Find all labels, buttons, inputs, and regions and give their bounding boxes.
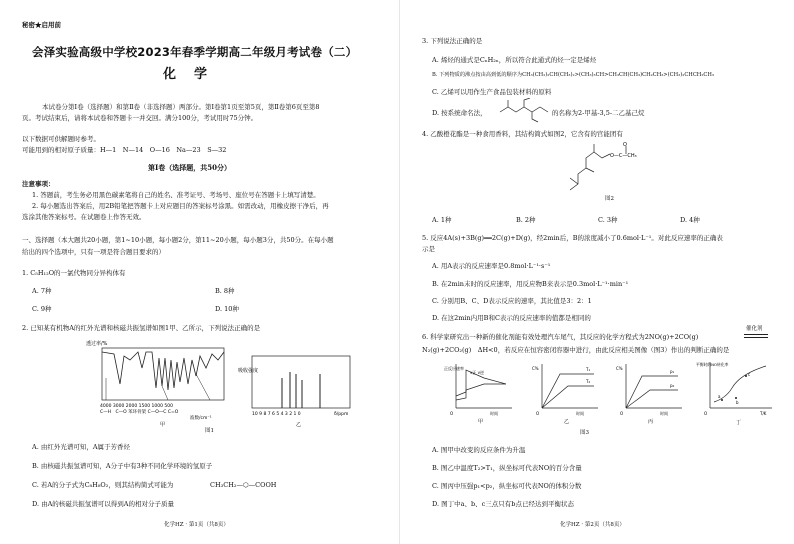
- mc-heading-1: 一、选择题（本大题共20小题，第1~10小题，每小题2分，第11~20小题，每小题3分，共50分。在每小题: [22, 236, 334, 244]
- graph-yi-t1: T₁: [586, 367, 591, 372]
- question-1: 1. C₅H₁₂O的一氯代物同分异构体有: [22, 269, 126, 277]
- page-2-footer: 化学HZ · 第2页（共8页）: [560, 522, 625, 528]
- graph-bing-p1: p₁: [670, 369, 675, 374]
- q3-option-d-tail: 的名称为2-甲基-3,5-二乙基己烷: [552, 109, 645, 117]
- q1-option-c: C. 9种: [32, 305, 52, 313]
- figure-1-caption: 图1: [205, 428, 214, 434]
- nmr-x-ticks: 10 9 8 7 6 5 4 3 2 1 0: [252, 412, 301, 417]
- nmr-spectrum-figure: [238, 352, 356, 428]
- graph-ding-caption: 丁: [736, 420, 742, 426]
- carbonyl-o-label: O: [623, 142, 627, 148]
- mc-heading-2: 给出的四个选项中，只有一项是符合题目要求的）: [22, 248, 165, 256]
- question-4: 4. 乙酸橙花酯是一种食用香料，其结构简式如图2，它含有的官能团有: [422, 130, 623, 138]
- graph-yi-x: 时间: [576, 411, 584, 416]
- q6-option-b: B. 图乙中温度T₂>T₁，纵坐标可代表NO的百分含量: [432, 464, 582, 472]
- graph-jia-caption: 甲: [478, 419, 484, 424]
- graph-ding-b: b: [736, 400, 739, 405]
- graph-bing-p2: p₂: [670, 383, 675, 388]
- graph-jia: [444, 360, 516, 424]
- q3-option-d: D. 按系统命名法，: [432, 109, 487, 117]
- q2-option-c: C. 若A的分子式为C₈H₈O₂，则其结构简式可能为: [32, 481, 174, 489]
- exam-title: 会泽实验高级中学校2023年春季学期高二年级月考试卷（二）: [32, 45, 358, 59]
- q2-option-a: A. 由红外光谱可知，A属于芳香烃: [32, 443, 131, 451]
- q1-option-a: A. 7种: [32, 287, 52, 295]
- graph-yi-y: C%: [532, 366, 539, 371]
- graph-yi-origin: O: [536, 411, 540, 416]
- graph-ding-x: T/K: [760, 411, 767, 416]
- q6-option-c: C. 图丙中压强p₁<p₂，纵坐标可代表NO的体积分数: [432, 482, 582, 490]
- q2-option-c-structure: CH₃CH₂—⬡—COOH: [210, 481, 277, 489]
- page-2: [400, 0, 794, 544]
- ir-x-ticks: 4000 3000 2000 1500 1000 500: [100, 404, 174, 409]
- graph-yi-t2: T₂: [586, 379, 591, 384]
- notice-2a: 2. 每小题选出答案后，用2B铅笔把答题卡上对应题目的答案标号涂黑。如需改动，用橡皮擦干净后，再: [32, 202, 329, 210]
- graph-ding: [696, 358, 776, 426]
- figure-2-caption: 图2: [605, 196, 614, 202]
- q4-option-c: C. 3种: [598, 216, 618, 224]
- graph-bing-caption: 丙: [648, 419, 654, 424]
- question-5: 5. 反应4A(s)+3B(g)══2C(g)+D(g)，经2min后，B的浓度减小了0.6mol·L⁻¹。对此反应速率的正确表: [422, 234, 723, 242]
- q3-option-c: C. 乙烯可以用作生产食品包装材料的原料: [432, 88, 552, 96]
- ir-spectrum-figure: [86, 338, 234, 428]
- question-6-cont: N₂(g)+2CO₂(g) ΔH<0，若反应在恒容密闭容器中进行，由此反应相关图像（图3）作出的判断正确的是: [422, 346, 730, 354]
- catalyst-label: 催化剂: [746, 326, 763, 332]
- notice-1: 1. 答题前，考生务必用黑色碳素笔将自己的姓名、准考证号、考场号、座位号在答题卡上填写清楚。: [32, 191, 320, 199]
- ir-y-title: 透过率/%: [86, 341, 108, 347]
- graph-bing-origin: O: [620, 411, 624, 416]
- graph-jia-x: 时间: [490, 411, 498, 416]
- branched-alkane-structure: [498, 98, 550, 124]
- data-note: 以下数据可供解题时参考。: [22, 135, 100, 143]
- graph-ding-c: c: [748, 372, 751, 377]
- q5-option-c: C. 分别用B、C、D表示反应的速率，其比值是3：2：1: [432, 297, 592, 305]
- section-heading: 第Ⅰ卷（选择题，共50分）: [148, 163, 232, 172]
- graph-yi: [530, 360, 602, 424]
- ir-x-unit: 波数/cm⁻¹: [190, 416, 212, 421]
- intro-line-1: 本试卷分第Ⅰ卷（选择题）和第Ⅱ卷（非选择题）两部分。第Ⅰ卷第1页至第5页，第Ⅱ卷第6页至第8: [42, 103, 320, 111]
- graph-bing: [614, 360, 686, 424]
- nmr-x-unit: δ/ppm: [334, 412, 349, 417]
- question-2: 2. 已知某有机物A的红外光谱和核磁共振氢谱如图1甲、乙所示，下列说法正确的是: [22, 324, 261, 332]
- graph-jia-y: 正反应速率: [444, 366, 464, 371]
- intro-line-2: 页。考试结束后，请将本试卷和答题卡一并交回。满分100分，考试用时75分钟。: [22, 114, 258, 122]
- graph-ding-origin: O: [704, 411, 708, 416]
- graph-yi-caption: 乙: [564, 419, 570, 424]
- graph-ding-a: a: [718, 394, 721, 399]
- q1-option-d: D. 10种: [215, 305, 239, 313]
- nmr-y-title: 吸收强度: [238, 368, 259, 374]
- equilibrium-arrow: [744, 334, 768, 338]
- ester-group-label: O—C—CH₃: [610, 153, 637, 159]
- graph-jia-labels: v正 v逆: [470, 370, 485, 375]
- q3-option-a: A. 烯烃的通式是CₙH₂ₙ，所以符合此通式的烃一定是烯烃: [432, 56, 597, 64]
- notice-2b: 选涂其他答案标号。在试题卷上作答无效。: [22, 213, 146, 221]
- atomic-mass: 可能用到的相对原子质量：H—1 N—14 O—16 Na—23 S—32: [22, 146, 227, 154]
- q1-option-b: B. 8种: [215, 287, 235, 295]
- secret-label: 秘密★启用前: [22, 21, 61, 29]
- q4-option-d: D. 4种: [680, 216, 700, 224]
- q4-option-b: B. 2种: [516, 216, 536, 224]
- figure-3-caption: 图3: [580, 430, 589, 436]
- ir-groups: C—H C—O 苯环骨架 C—O—C C=O: [100, 410, 179, 415]
- q2-option-d: D. 由A的核磁共振氢谱可以得到A的相对分子质量: [32, 500, 175, 508]
- ir-caption: 甲: [160, 422, 166, 428]
- graph-ding-y: 平衡时的NO转化率: [696, 362, 729, 367]
- geranyl-acetate-structure: [550, 142, 660, 198]
- question-6: 6. 科学家研究出一种新的催化剂能有效处理汽车尾气，其反应的化学方程式为2NO(g)+2CO(g): [422, 333, 699, 341]
- q6-option-d: D. 图丁中a、b、c三点只有b点已经达到平衡状态: [432, 500, 574, 508]
- q2-option-b: B. 由核磁共振氢谱可知，A分子中有3种不同化学环境的氢原子: [32, 462, 213, 470]
- graph-bing-x: 时间: [660, 411, 668, 416]
- subject-title: 化学: [163, 67, 226, 82]
- q5-option-b: B. 在2min末时的反应速率，用反应物B来表示是0.3mol·L⁻¹·min⁻¹: [432, 280, 629, 288]
- q5-option-a: A. 用A表示的反应速率是0.8mol·L⁻¹·s⁻¹: [432, 262, 551, 270]
- nmr-caption: 乙: [296, 422, 302, 428]
- question-3: 3. 下列说法正确的是: [422, 37, 483, 45]
- q4-option-a: A. 1种: [432, 216, 452, 224]
- notice-heading: 注意事项：: [22, 180, 55, 188]
- q5-option-d: D. 在这2min内用B和C表示的反应速率的值都是相同的: [432, 314, 591, 322]
- q3-option-b: B. 下列物质的沸点按由高到低的顺序为CH₃(CH₂)₂CH(CH₃)₂>(CH₃)₃CH>CH₃CH(CH₃)CH₂CH₃>(CH₃)₂CHCH₂CH₃: [432, 72, 714, 78]
- graph-jia-origin: O: [450, 411, 454, 416]
- question-5-cont: 示是: [422, 245, 435, 253]
- graph-bing-y: C%: [616, 366, 623, 371]
- page-1-footer: 化学HZ · 第1页（共8页）: [164, 522, 229, 528]
- q6-option-a: A. 图甲中改变的反应条件为升温: [432, 446, 526, 454]
